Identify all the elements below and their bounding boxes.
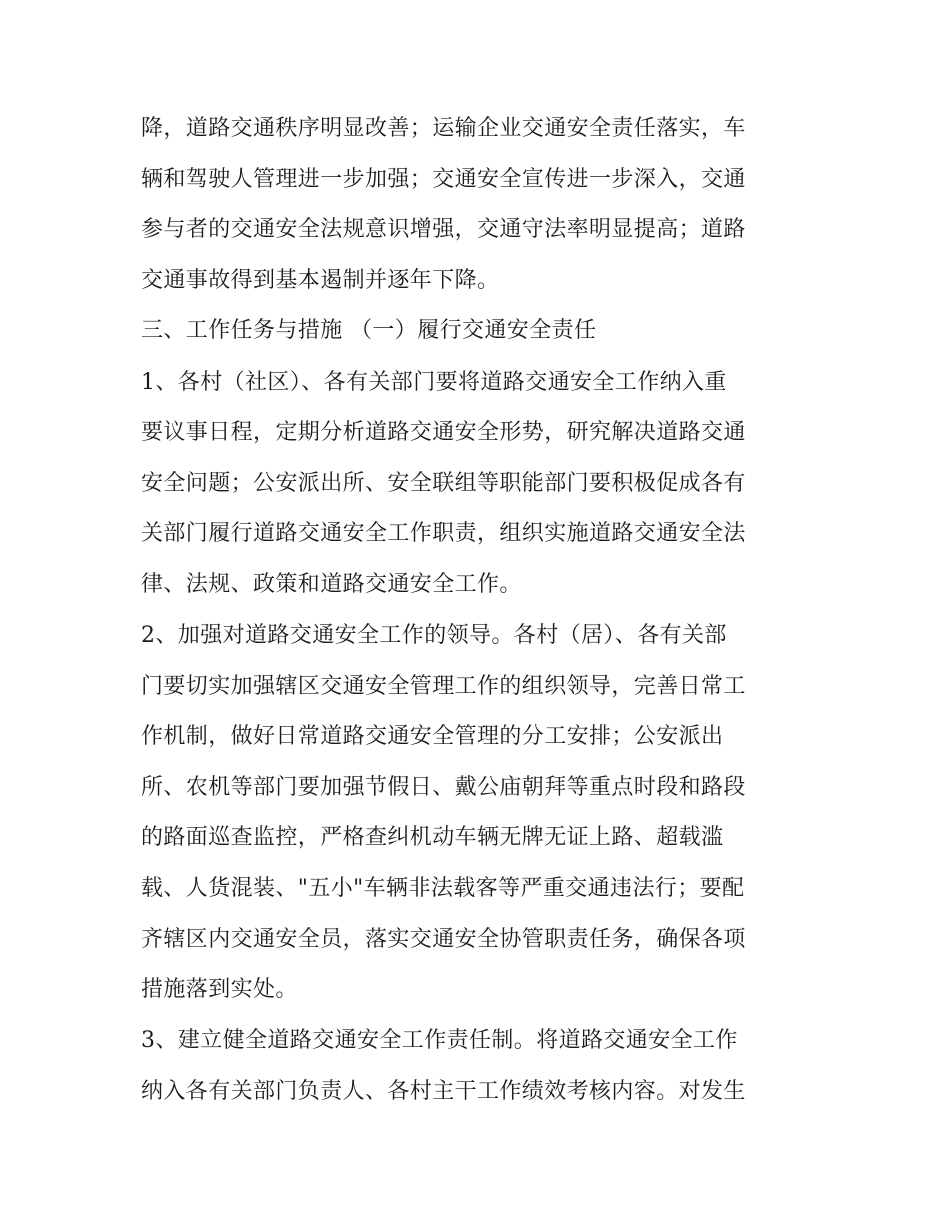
text-line: 参与者的交通安全法规意识增强，交通守法率明显提高；道路 <box>141 217 746 242</box>
section-heading: 三、工作任务与措施 （一）履行交通安全责任 <box>141 318 597 343</box>
text-line: 1、各村（社区）、各有关部门要将道路交通安全工作纳入重 <box>141 370 727 395</box>
text-line: 所、农机等部门要加强节假日、戴公庙朝拜等重点时段和路段 <box>141 775 746 800</box>
text-line: 纳入各有关部门负责人、各村主干工作绩效考核内容。对发生 <box>141 1079 746 1104</box>
text-line: 交通事故得到基本遏制并逐年下降。 <box>141 268 500 293</box>
text-line: 3、建立健全道路交通安全工作责任制。将道路交通安全工作 <box>141 1028 738 1053</box>
text-line: 辆和驾驶人管理进一步加强；交通安全宣传进一步深入，交通 <box>141 167 746 192</box>
text-line: 的路面巡查监控，严格查纠机动车辆无牌无证上路、超载滥 <box>141 825 724 850</box>
text-line: 作机制，做好日常道路交通安全管理的分工安排；公安派出 <box>141 724 724 749</box>
text-line: 律、法规、政策和道路交通安全工作。 <box>141 572 522 597</box>
text-line: 措施落到实处。 <box>141 977 298 1002</box>
text-line: 门要切实加强辖区交通安全管理工作的组织领导，完善日常工 <box>141 674 746 699</box>
text-line: 2、加强对道路交通安全工作的领导。各村（居）、各有关部 <box>141 623 727 648</box>
text-line: 载、人货混装、"五小"车辆非法载客等严重交通违法行；要配 <box>141 876 745 901</box>
text-line: 关部门履行道路交通安全工作职责，组织实施道路交通安全法 <box>141 521 746 546</box>
text-line: 要议事日程，定期分析道路交通安全形势，研究解决道路交通 <box>141 420 746 445</box>
text-line: 安全问题；公安派出所、安全联组等职能部门要积极促成各有 <box>141 471 746 496</box>
text-line: 降，道路交通秩序明显改善；运输企业交通安全责任落实，车 <box>141 116 746 141</box>
text-line: 齐辖区内交通安全员，落实交通安全协管职责任务，确保各项 <box>141 927 746 952</box>
